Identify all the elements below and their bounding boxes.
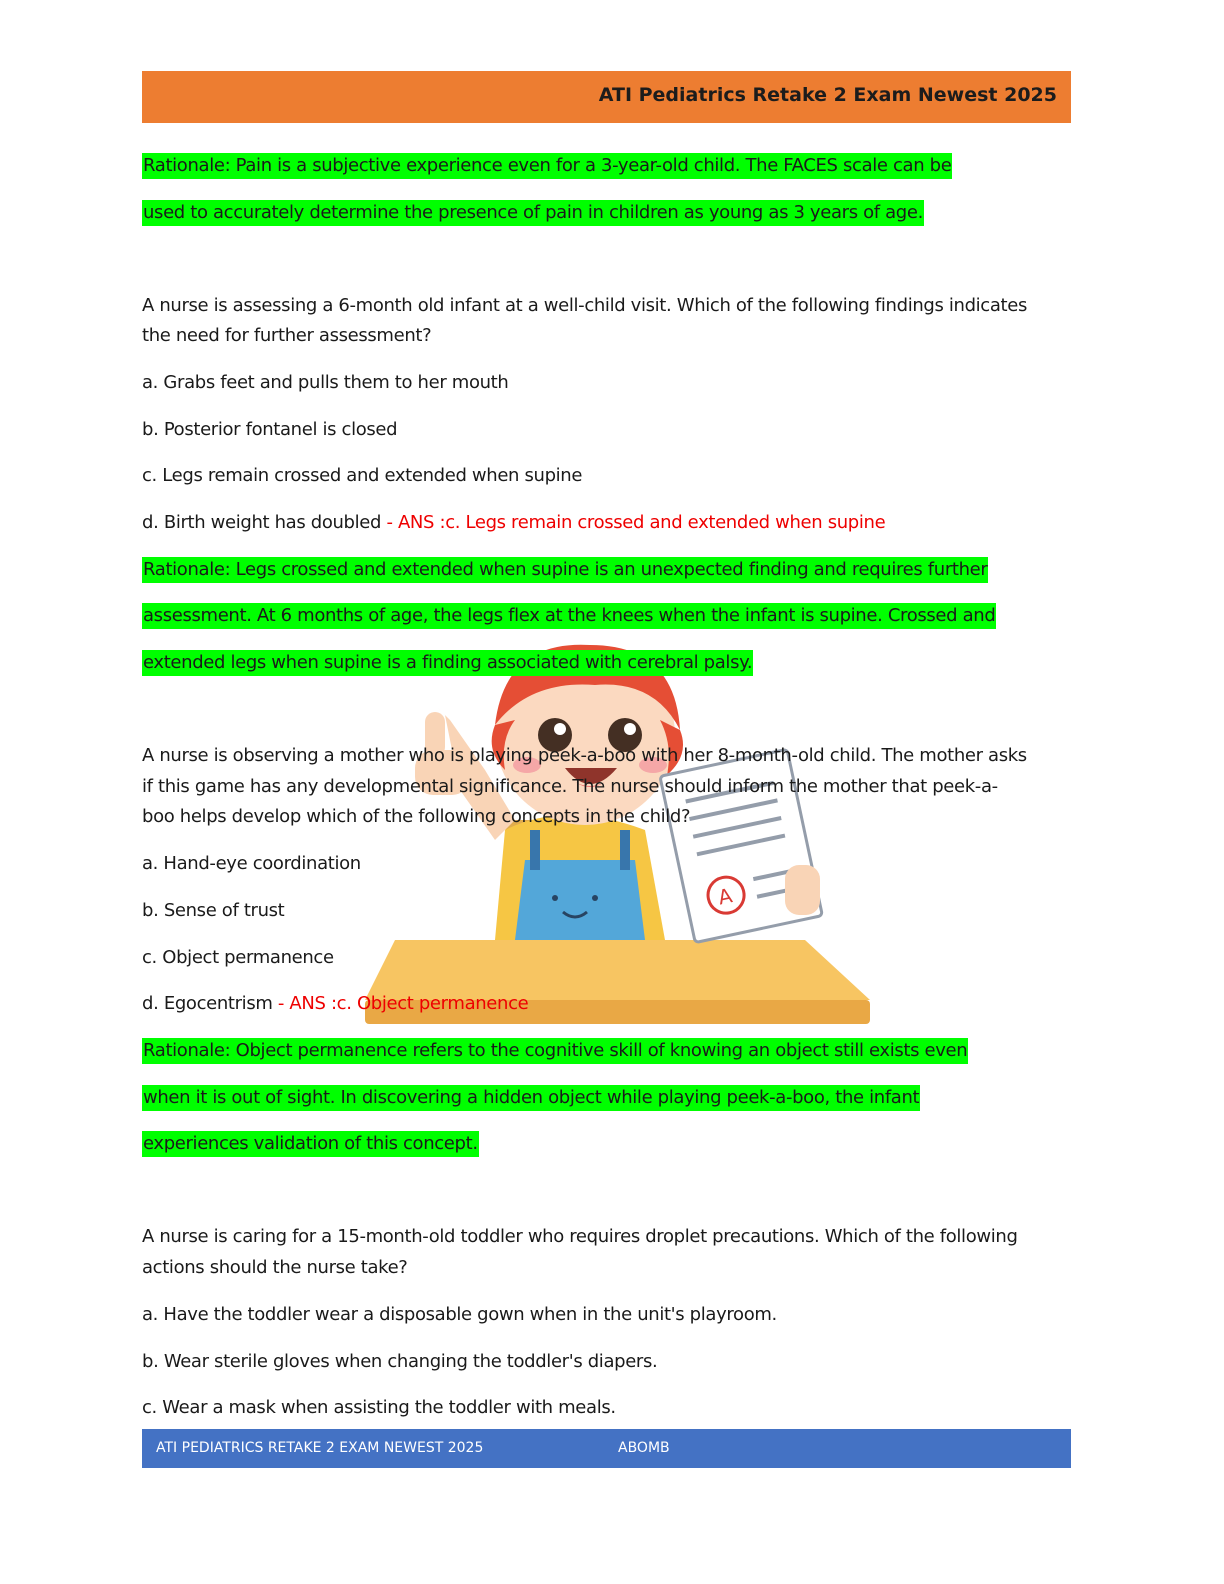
question-stem: A nurse is observing a mother who is playing peek-a-boo with her 8-month-old child. The mother asks [142, 745, 1027, 766]
answer-option: b. Wear sterile gloves when changing the toddler's diapers. [142, 1351, 658, 1372]
rationale-line [142, 154, 952, 178]
footer-bar [142, 1429, 1071, 1468]
question-stem: A nurse is caring for a 15-month-old toddler who requires droplet precautions. Which of the following [142, 1226, 1018, 1247]
rationale-line [142, 1132, 479, 1156]
answer-option: a. Have the toddler wear a disposable gown when in the unit's playroom. [142, 1304, 777, 1325]
answer-option: a. Hand-eye coordination [142, 853, 361, 874]
rationale-line [142, 604, 996, 628]
header-bar [142, 71, 1071, 123]
answer-option [142, 511, 885, 535]
question-stem: boo helps develop which of the following concepts in the child? [142, 806, 691, 827]
footer-title: ATI PEDIATRICS RETAKE 2 EXAM NEWEST 2025 [156, 1440, 484, 1456]
option-text: d. Birth weight has doubled [142, 512, 387, 533]
overalls-shape [515, 860, 645, 940]
question-stem: A nurse is assessing a 6-month old infant at a well-child visit. Which of the following findings indicates [142, 295, 1027, 316]
question-stem: actions should the nurse take? [142, 1257, 408, 1278]
rationale-line [142, 1086, 920, 1110]
rationale-line [142, 558, 988, 582]
highlighted-text: Rationale: Object permanence refers to the cognitive skill of knowing an object still exists even [142, 1038, 968, 1064]
answer-option: c. Legs remain crossed and extended when supine [142, 465, 583, 486]
option-text: d. Egocentrism [142, 993, 278, 1014]
answer-option: a. Grabs feet and pulls them to her mouth [142, 372, 509, 393]
answer-option: b. Sense of trust [142, 900, 285, 921]
correct-answer: - ANS :c. Object permanence [277, 993, 529, 1014]
highlighted-text: when it is out of sight. In discovering a hidden object while playing peek-a-boo, the infant [142, 1085, 920, 1111]
rationale-line [142, 201, 924, 225]
answer-option: c. Wear a mask when assisting the toddler with meals. [142, 1397, 616, 1418]
highlighted-text: extended legs when supine is a finding associated with cerebral palsy. [142, 650, 753, 676]
desk-top-shape [365, 940, 870, 1000]
correct-answer: - ANS :c. Legs remain crossed and extended when supine [386, 512, 886, 533]
answer-option [142, 992, 528, 1016]
highlighted-text: assessment. At 6 months of age, the legs flex at the knees when the infant is supine. Crossed and [142, 603, 996, 629]
highlighted-text: Rationale: Legs crossed and extended when supine is an unexpected finding and requires further [142, 557, 988, 583]
header-title: ATI Pediatrics Retake 2 Exam Newest 2025 [598, 84, 1057, 106]
rationale-line [142, 1039, 968, 1063]
answer-option: c. Object permanence [142, 947, 334, 968]
highlighted-text: used to accurately determine the presence of pain in children as young as 3 years of age. [142, 200, 924, 226]
rationale-line [142, 651, 753, 675]
question-stem: the need for further assessment? [142, 325, 432, 346]
footer-author: ABOMB [618, 1440, 670, 1456]
question-stem: if this game has any developmental significance. The nurse should inform the mother that peek-a- [142, 776, 998, 797]
highlighted-text: experiences validation of this concept. [142, 1131, 479, 1157]
cartoon-child-illustration [355, 640, 875, 1030]
answer-option: b. Posterior fontanel is closed [142, 419, 398, 440]
highlighted-text: Rationale: Pain is a subjective experience even for a 3-year-old child. The FACES scale can be [142, 153, 952, 179]
svg-text:A: A [715, 883, 735, 910]
